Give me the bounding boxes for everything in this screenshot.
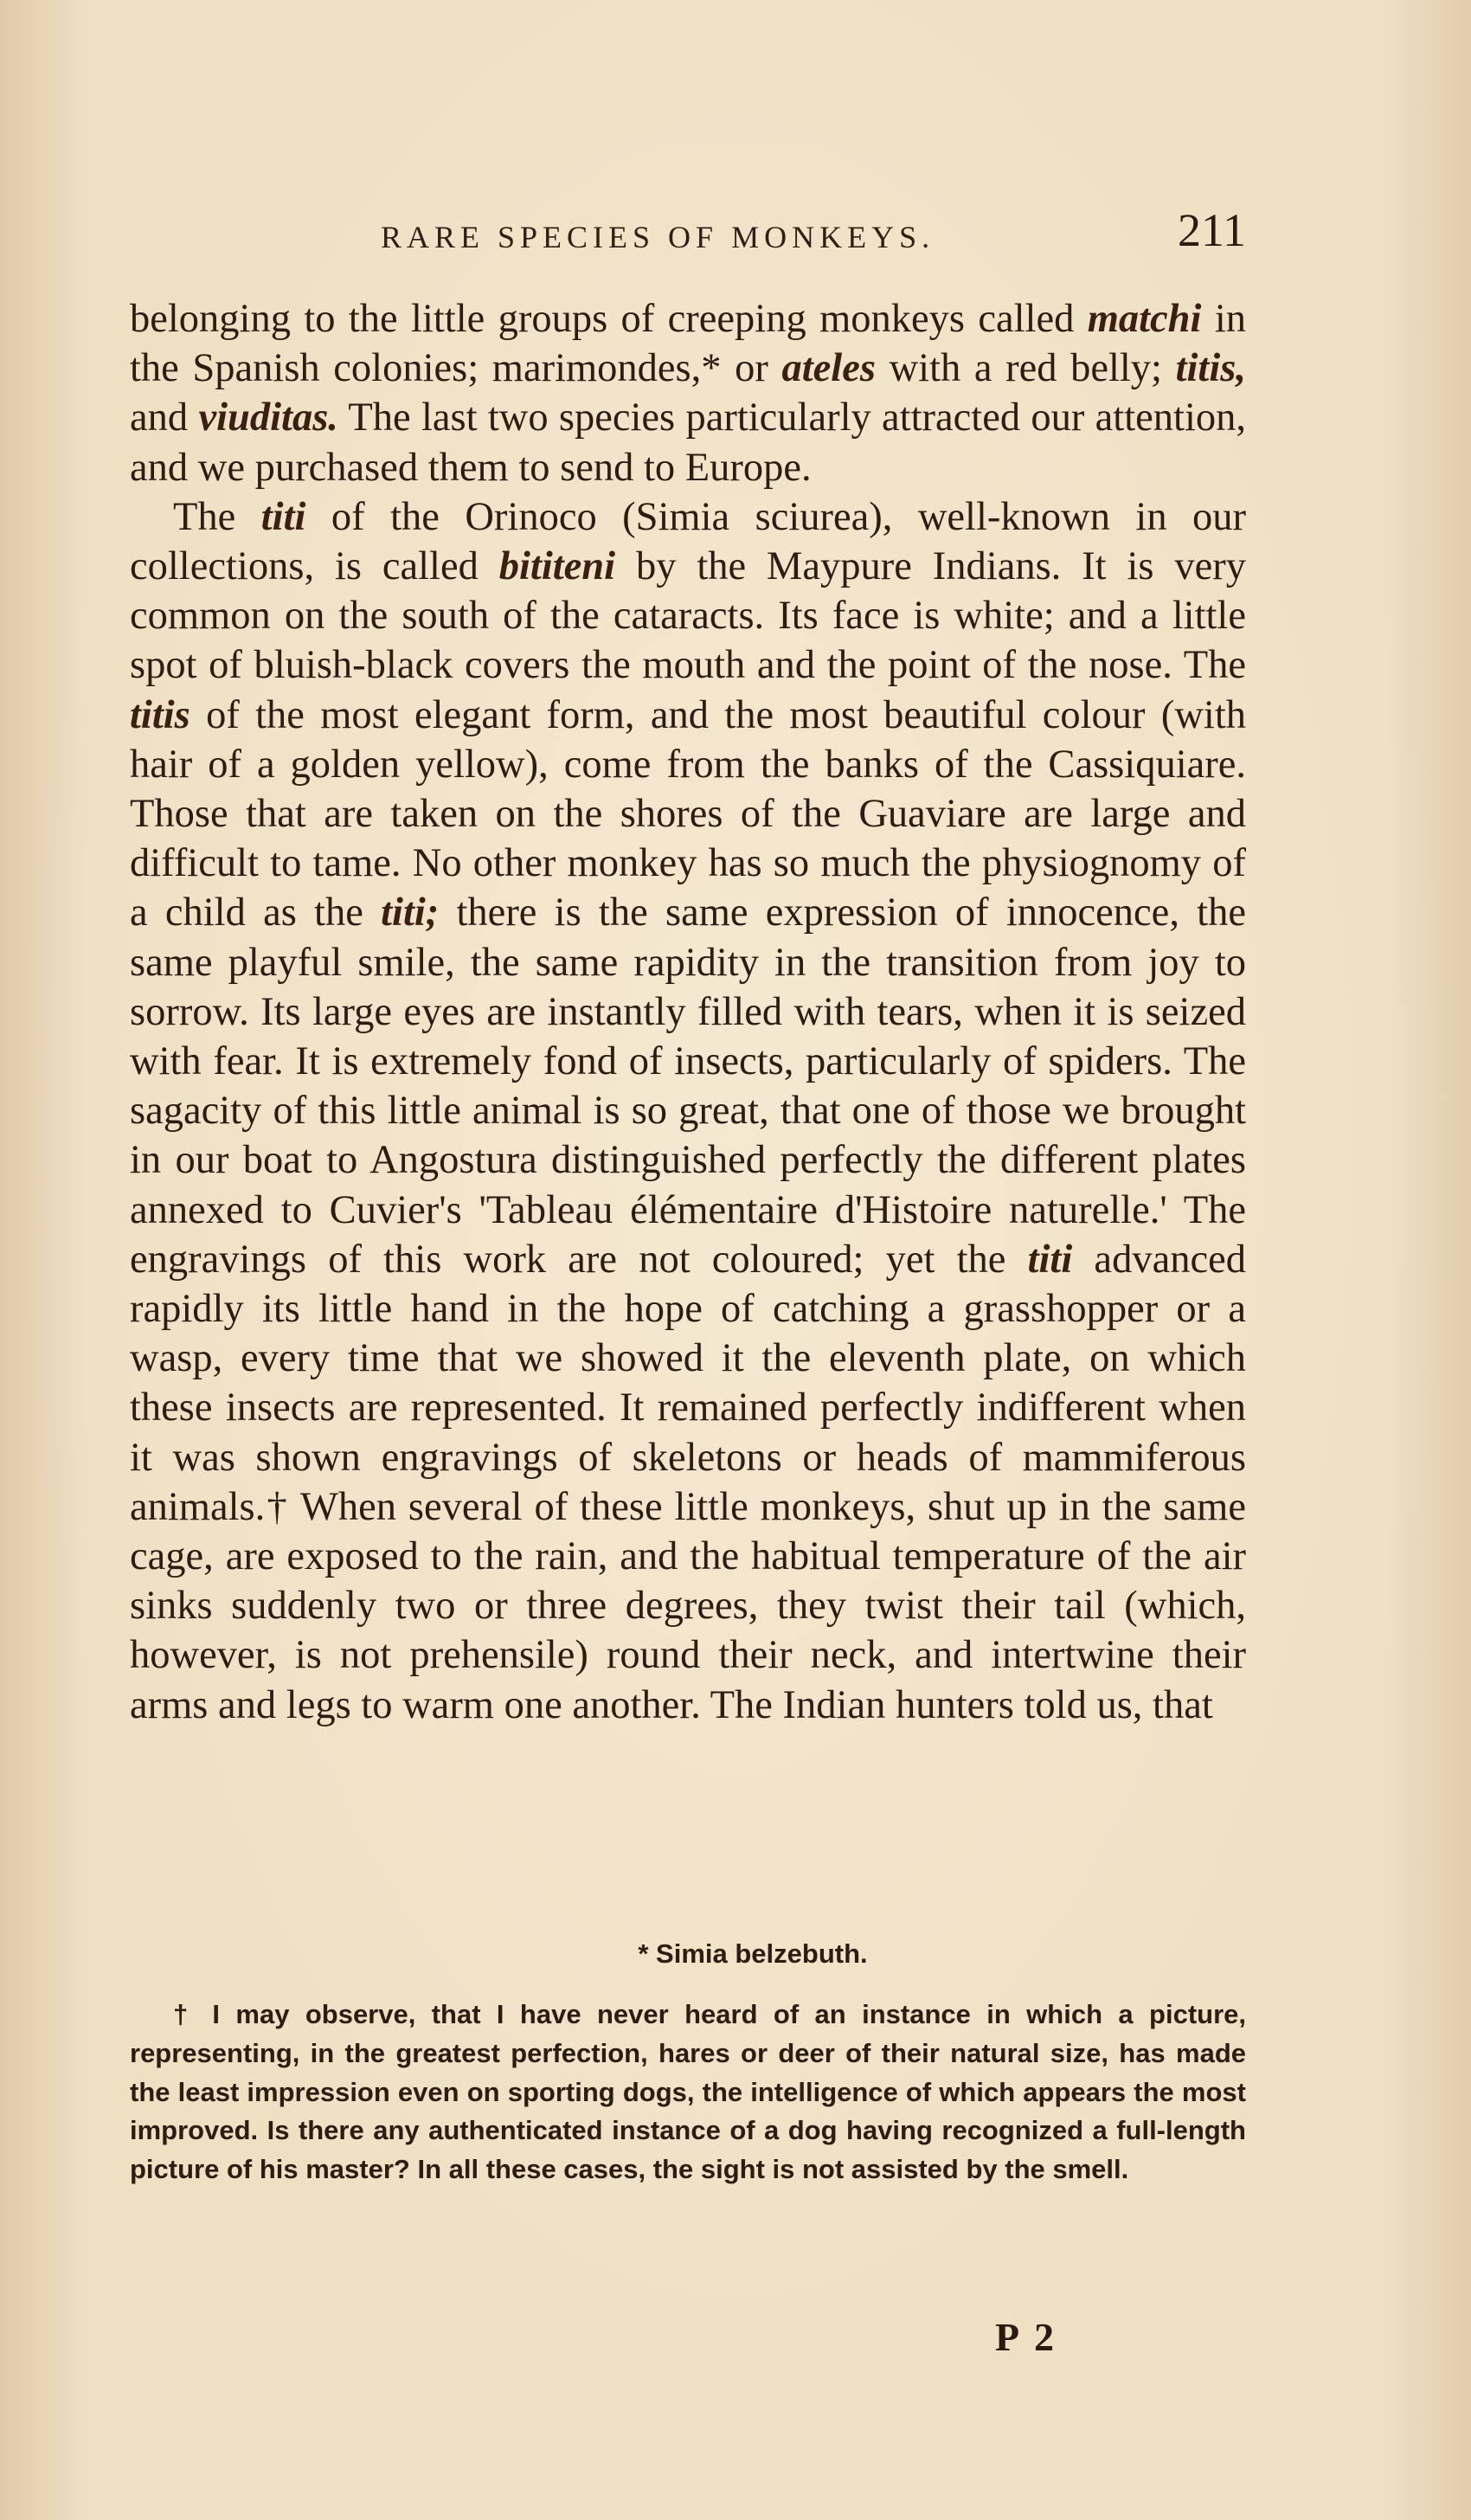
italic-term: titis [130,692,190,737]
text-run: and [130,395,199,440]
text-run: belonging to the little groups of creeping monkeys called [130,297,1088,341]
running-head [130,203,1246,264]
italic-term: titi [260,494,306,539]
italic-term: matchi [1087,297,1202,341]
text-run: The last two species particularly attracted our attention, and we purchased them to send to Europe. [130,395,1246,490]
text-run: by the Maypure Indians. It is very common on the south of the cataracts. Its face is white; and a little spot of bluish-black covers the mouth and the point of the nose. The [130,544,1246,688]
italic-term: titis, [1175,346,1246,391]
text-run: of the Orinoco (Simia sciurea), well-known in our collections, is called [130,494,1246,589]
footnote-2: † I may observe, that I have never heard of an instance in which a picture, representing, in the greatest perfection, hares or deer of their natural size, has made the least impression even on sporting dogs, the intelligence of which appears the most improved. Is there any authenticated instance of a dog having recognized a full-length picture of his master? In all these cases, the sight is not assisted by the smell. [130,1999,1246,2185]
text-run: advanced rapidly its little hand in the hope of catching a grasshopper or a wasp, every time that we showed it the eleventh plate, on which these insects are represented. It remained perfectly indifferent when it was shown engravings of skeletons or heads of mammiferous animals.† When several of these little monkeys, shut up in the same cage, are exposed to the rain, and the habitual temperature of the air sinks suddenly two or three degrees, they twist their tail (which, however, is not prehensile) round their neck, and intertwine their arms and legs to warm one another. The Indian hunters told us, that [130,1237,1246,1727]
italic-term: bititeni [498,544,616,589]
paragraph-1 [130,294,1246,492]
paragraph-2 [130,492,1246,1730]
italic-term: titi [1027,1237,1073,1282]
italic-term: titi; [381,890,440,935]
footnotes [130,1938,1246,2189]
body-text [130,294,1246,1730]
italic-term: viuditas. [198,395,338,440]
text-run: of the most elegant form, and the most beautiful colour (with hair of a golden yellow), come from the banks of the Cassiquiare. Those that are taken on the shores of the Guaviare are large and difficult to tame. No other monkey has so much the physiognomy of a child as the [130,692,1246,935]
page-number: 211 [1178,204,1246,256]
italic-term: ateles [781,346,876,391]
text-run: The [173,494,261,539]
text-run: there is the same expression of innocence, the same playful smile, the same rapidity in the transition from joy to sorrow. Its large eyes are instantly filled with tears, when it is seized with fear. It is extremely fond of insects, particularly of spiders. The sagacity of this little animal is so great, that one of those we brought in our boat to Angostura distinguished perfectly the different plates annexed to Cuvier's 'Tableau élémentaire d'Histoire naturelle.' The engravings of this work are not coloured; yet the [130,890,1246,1282]
signature-mark: P 2 [995,2315,1058,2359]
text-run: with a red belly; [875,346,1176,391]
running-title: RARE SPECIES OF MONKEYS. [381,220,935,254]
text-run: in the Spanish colonies; marimondes,* or [130,297,1246,391]
footnote-1: * Simia belzebuth. [638,1938,868,1969]
